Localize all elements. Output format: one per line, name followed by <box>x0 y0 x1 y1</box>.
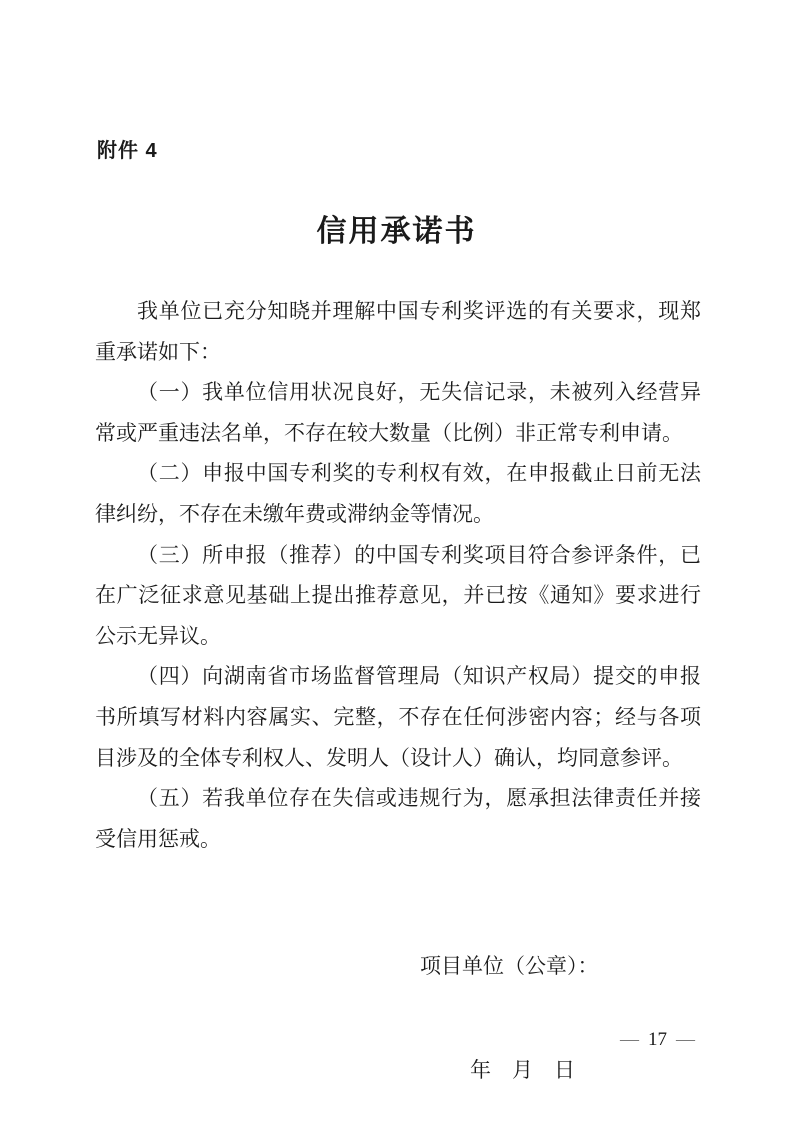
paragraph-item-4: （四）向湖南省市场监督管理局（知识产权局）提交的申报书所填写材料内容属实、完整，不存在任何涉密内容；经与各项目涉及的全体专利权人、发明人（设计人）确认，均同意参评。 <box>95 664 701 770</box>
footer-dash-right: — <box>676 1029 695 1050</box>
paragraph-item-3: （三）所申报（推荐）的中国专利奖项目符合参评条件，已在广泛征求意见基础上提出推荐意见，并已按《通知》要求进行公示无异议。 <box>95 542 701 648</box>
page-number: 17 <box>648 1029 667 1050</box>
paragraph-item-2: （二）申报中国专利奖的专利权有效，在申报截止日前无法律纠纷，不存在未缴年费或滞纳金等情况。 <box>95 461 701 526</box>
attachment-label: 附件 4 <box>97 140 158 162</box>
signature-date-line: 年 月 日 <box>470 1058 575 1082</box>
signature-unit-line: 项目单位（公章）： <box>420 954 599 978</box>
signature-block <box>420 891 599 1122</box>
page-footer <box>620 1028 695 1052</box>
footer-dash-left: — <box>620 1029 639 1050</box>
document-body <box>95 291 701 859</box>
paragraph-item-1: （一）我单位信用状况良好，无失信记录，未被列入经营异常或严重违法名单，不存在较大数量（比例）非正常专利申请。 <box>95 380 701 445</box>
paragraph-intro: 我单位已充分知晓并理解中国专利奖评选的有关要求，现郑重承诺如下： <box>95 299 701 364</box>
document-title: 信用承诺书 <box>316 215 477 248</box>
paragraph-item-5: （五）若我单位存在失信或违规行为，愿承担法律责任并接受信用惩戒。 <box>95 786 701 851</box>
